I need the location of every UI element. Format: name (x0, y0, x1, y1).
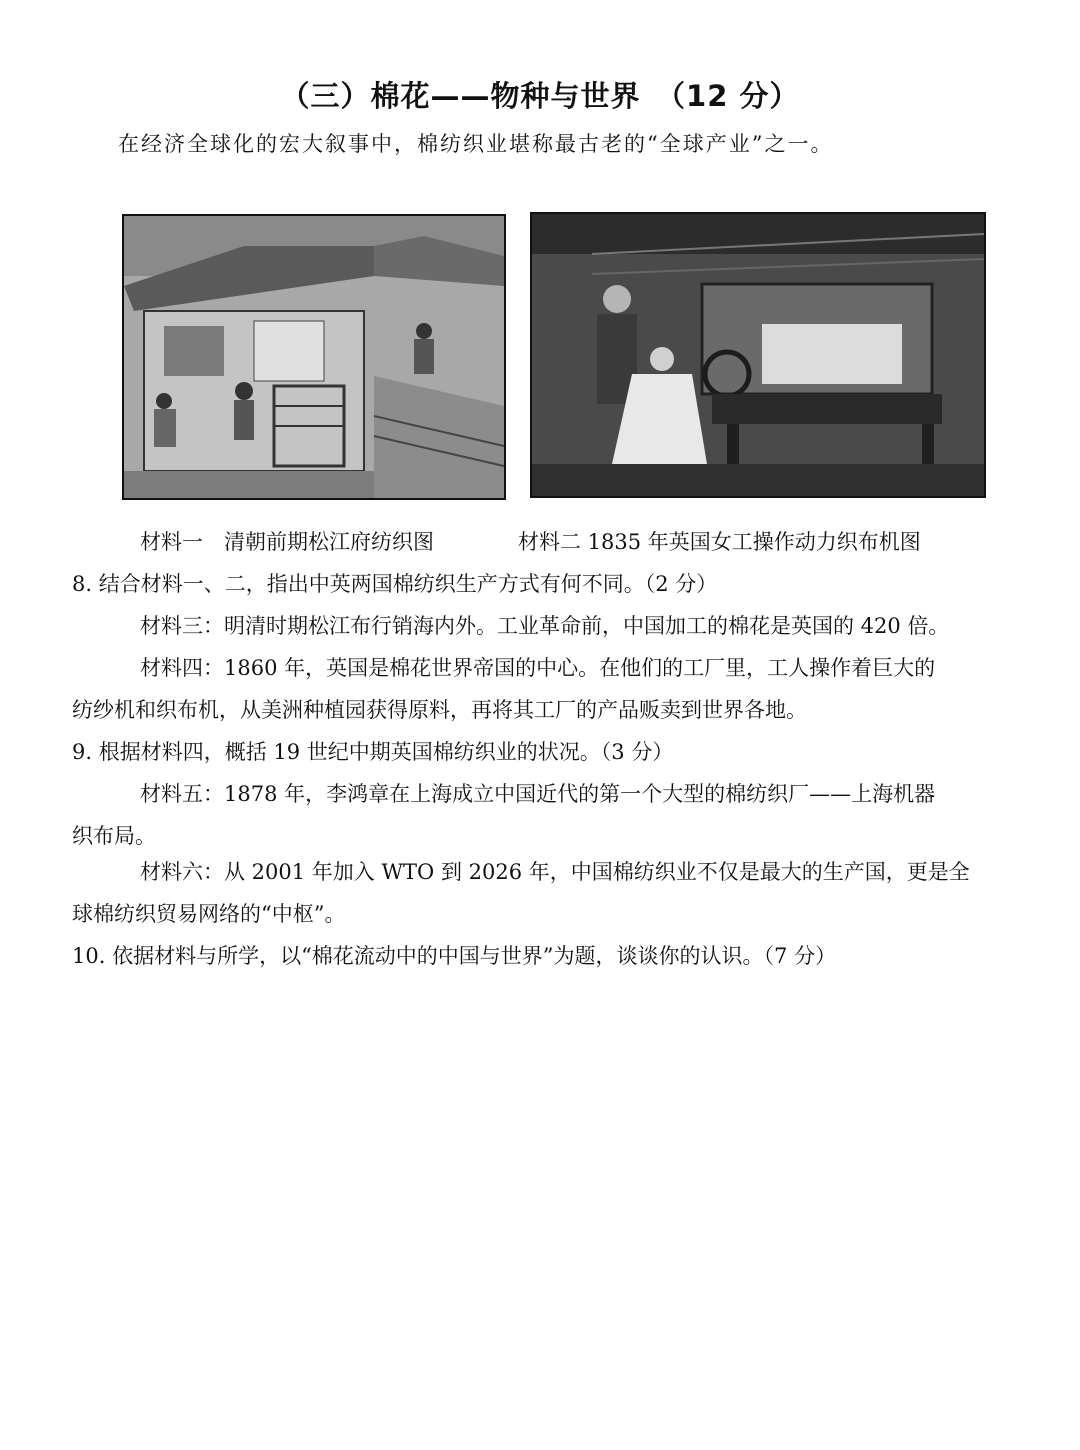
figure-2-caption: 材料二 1835 年英国女工操作动力织布机图 (518, 530, 921, 554)
songjiang-weaving-illustration (124, 216, 504, 498)
power-loom-illustration (532, 214, 984, 496)
material-4-line-1: 材料四：1860 年，英国是棉花世界帝国的中心。在他们的工厂里，工人操作着巨大的 (140, 656, 936, 680)
question-9: 9. 根据材料四，概括 19 世纪中期英国棉纺织业的状况。（3 分） (72, 740, 674, 764)
figure-1-caption: 材料一 清朝前期松江府纺织图 (140, 530, 434, 554)
material-6-line-1: 材料六：从 2001 年加入 WTO 到 2026 年，中国棉纺织业不仅是最大的生产国，更是全 (140, 860, 970, 884)
material-4-line-2: 纺纱机和织布机，从美洲种植园获得原料，再将其工厂的产品贩卖到世界各地。 (72, 698, 807, 722)
question-10: 10. 依据材料与所学，以“棉花流动中的中国与世界”为题，谈谈你的认识。（7 分） (72, 944, 837, 968)
question-8: 8. 结合材料一、二，指出中英两国棉纺织生产方式有何不同。（2 分） (72, 572, 718, 596)
section-title: （三）棉花——物种与世界 （12 分） (280, 79, 800, 113)
material-6-line-2: 球棉纺织贸易网络的“中枢”。 (72, 902, 346, 926)
figure-power-loom (530, 212, 986, 498)
material-5-line-1: 材料五：1878 年，李鸿章在上海成立中国近代的第一个大型的棉纺织厂——上海机器 (140, 782, 936, 806)
material-3: 材料三：明清时期松江布行销海内外。工业革命前，中国加工的棉花是英国的 420 倍。 (140, 614, 950, 638)
figure-songjiang-weaving (122, 214, 506, 500)
intro-paragraph: 在经济全球化的宏大叙事中，棉纺织业堪称最古老的“全球产业”之一。 (118, 132, 834, 156)
material-5-line-2: 织布局。 (72, 824, 156, 848)
